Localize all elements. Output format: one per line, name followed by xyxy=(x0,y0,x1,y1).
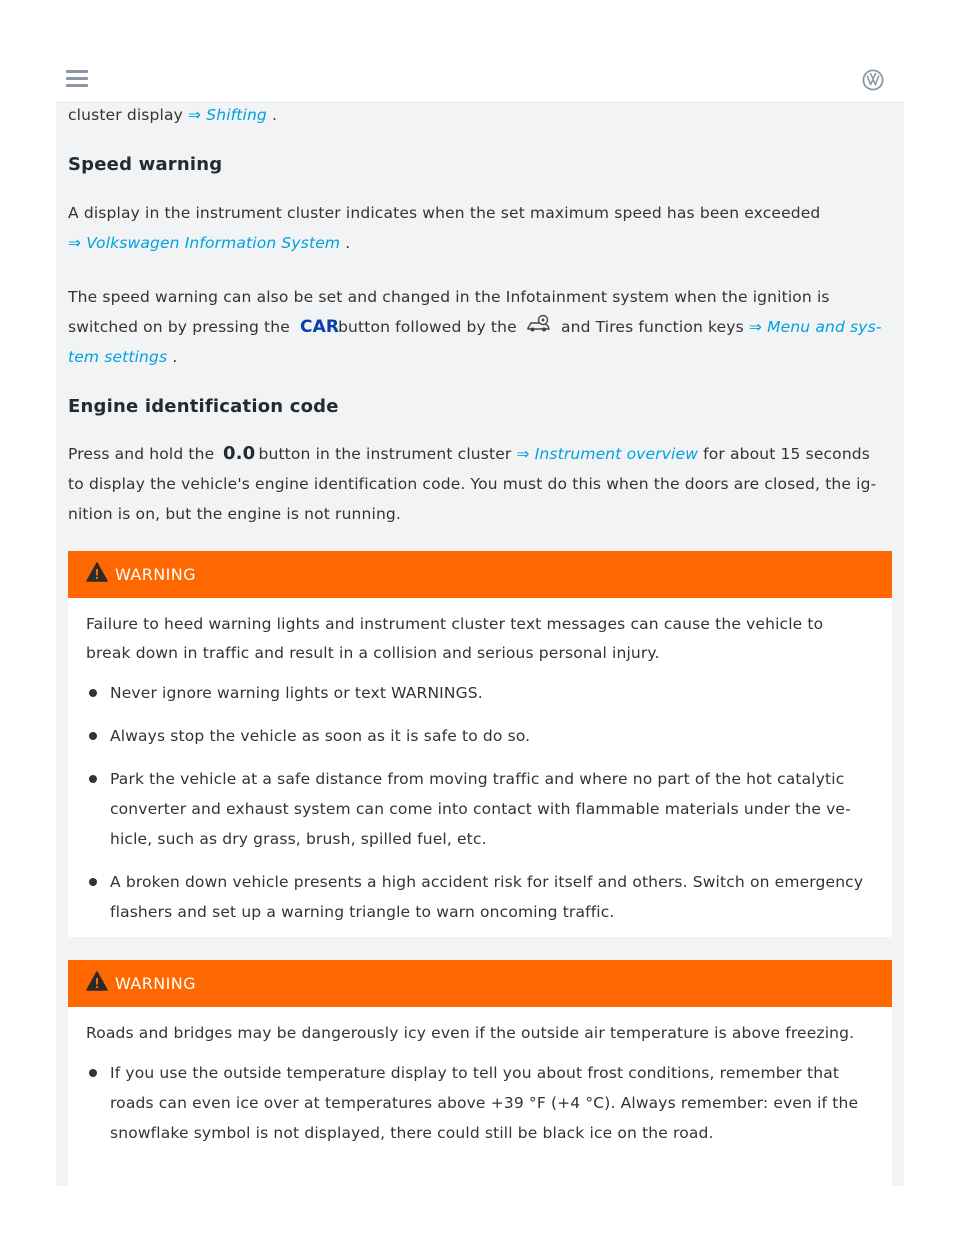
engine-text-b: button in the instrument cluster xyxy=(258,445,517,463)
speed-warning-text-2c: and Tires function keys xyxy=(560,318,749,336)
warning-body-1 xyxy=(68,598,892,939)
list-item: Never ignore warning lights or text WARNINGS. xyxy=(86,678,874,708)
list-item: Always stop the vehicle as soon as it is safe to do so. xyxy=(86,721,874,751)
speed-warning-text-2a: The speed warning can also be set and changed in the Infotainment system when the ignition is switched on by pressing the xyxy=(68,288,830,336)
svg-text:0.0: 0.0 xyxy=(223,443,256,464)
speed-warning-text: A display in the instrument cluster indicates when the set maximum speed has been exceeded xyxy=(68,204,821,222)
engine-identification-paragraph xyxy=(68,439,890,529)
shifting-text: cluster display xyxy=(68,106,189,124)
engine-text-a: Press and hold the xyxy=(68,445,220,463)
warning-header-1 xyxy=(68,551,892,598)
content-panel xyxy=(56,103,904,1186)
svg-text:CAR: CAR xyxy=(299,317,340,337)
warning-triangle-icon xyxy=(86,971,108,991)
link-instrument-overview[interactable]: ⇒ Instrument overview xyxy=(516,445,699,463)
link-shifting[interactable]: ⇒ Shifting xyxy=(188,106,267,124)
vehicle-settings-icon xyxy=(526,314,552,334)
speed-warning-end: . xyxy=(340,234,351,252)
warning-title-2: WARNING xyxy=(115,974,196,993)
warning-list-2 xyxy=(86,1058,874,1148)
speed-warning-heading: Speed warning xyxy=(68,154,223,175)
warning-body-2 xyxy=(68,1007,892,1160)
speed-warning-end-2: . xyxy=(167,348,178,366)
warning-intro-2: Roads and bridges may be dangerously icy even if the outside air temperature is above freezing. xyxy=(86,1024,855,1042)
warning-list-1 xyxy=(86,678,874,927)
list-item: A broken down vehicle presents a high accident risk for itself and others. Switch on emergency flashers and set up a warning triangle to warn oncoming traffic. xyxy=(86,867,880,927)
warning-title-1: WARNING xyxy=(115,565,196,584)
list-item: If you use the outside temperature display to tell you about frost conditions, remember that roads can even ice over at temperatures above +39 °F (+4 °C). Always remember: even if the snowflake symbol is not displayed, there could still be black ice on the road. xyxy=(86,1058,880,1148)
engine-text-c: for about 15 seconds to display the vehicle's engine identification code. You must do this when the doors are closed, the ig- nition is on, but the engine is not running. xyxy=(68,445,877,523)
link-volkswagen-information-system[interactable]: ⇒ Volkswagen Information System xyxy=(68,234,341,252)
list-item: Park the vehicle at a safe distance from moving traffic and where no part of the hot catalytic converter and exhaust system can come into contact with flammable materials under the ve- hicle, such as dry grass, brush, spilled fuel, etc. xyxy=(86,764,860,854)
speed-warning-paragraph-2 xyxy=(68,282,892,372)
warning-box-2 xyxy=(68,960,892,1200)
vw-logo-icon[interactable] xyxy=(862,69,884,91)
reset-button-icon xyxy=(223,443,256,464)
warning-header-2 xyxy=(68,960,892,1007)
speed-warning-text-2b: button followed by the xyxy=(338,318,522,336)
shifting-end: . xyxy=(266,106,278,124)
top-bar xyxy=(56,56,904,103)
link-menu-and-system-settings[interactable]: ⇒ Menu and sys- tem settings xyxy=(68,318,882,366)
engine-identification-heading: Engine identification code xyxy=(68,396,339,417)
warning-box-1 xyxy=(68,551,892,937)
car-button-icon xyxy=(299,316,340,337)
warning-triangle-icon xyxy=(86,562,108,582)
warning-intro-1: Failure to heed warning lights and instrument cluster text messages can cause the vehicle to break down in traffic and result in a collision and serious personal injury. xyxy=(86,615,824,662)
speed-warning-paragraph-1 xyxy=(68,198,858,258)
hamburger-menu-icon[interactable] xyxy=(66,70,88,88)
shifting-paragraph xyxy=(68,100,892,130)
